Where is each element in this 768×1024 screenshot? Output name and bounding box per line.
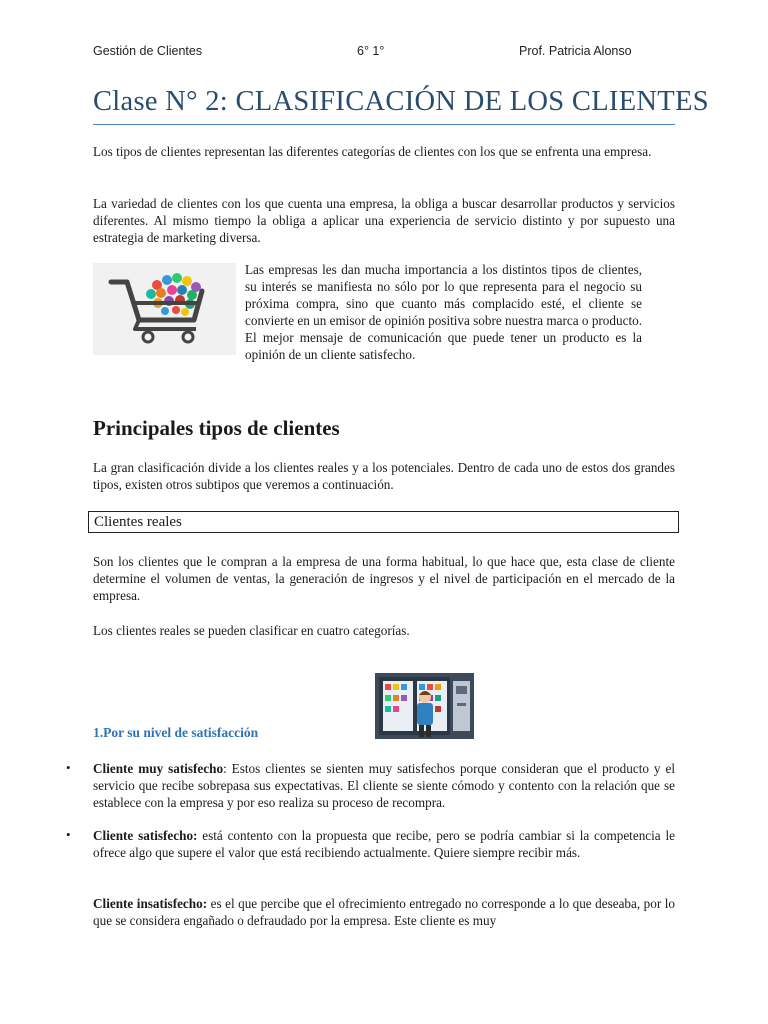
- satisfaction-heading: 1.Por su nivel de satisfacción: [93, 725, 259, 740]
- page-title: Clase N° 2: CLASIFICACIÓN DE LOS CLIENTES: [93, 86, 709, 117]
- header-grade: 6° 1°: [357, 44, 385, 58]
- intro-paragraph-1: Los tipos de clientes representan las diferentes categorías de clientes con los que se enfrenta una empresa.: [93, 144, 652, 159]
- intro-paragraph-2: La variedad de clientes con los que cuenta una empresa, la obliga a buscar desarrollar productos y servicios diferentes. Al mismo tiempo la obliga a aplicar una experiencia de servicio distinto y por supuesto una estrategia de marketing diversa.: [93, 196, 675, 245]
- term-satisfecho: Cliente satisfecho:: [93, 828, 198, 843]
- header-teacher: Prof. Patricia Alonso: [519, 44, 632, 58]
- vending-machine-illustration: [375, 673, 474, 739]
- shopping-cart-illustration: [93, 263, 236, 355]
- section-paragraph: La gran clasificación divide a los clientes reales y a los potenciales. Dentro de cada uno de estos dos grandes tipos, existen otros subtipos que veremos a continuación.: [93, 460, 675, 492]
- clientes-reales-box: [88, 511, 679, 533]
- bullet-marker: •: [66, 827, 71, 842]
- header-course: Gestión de Clientes: [93, 44, 203, 58]
- desc-satisfecho: está contento con la propuesta que recibe, pero se podría cambiar si la competencia le ofrece algo que supere el valor que está recibiendo actualmente. Quiere siempre recibir más.: [93, 828, 675, 860]
- section-heading: Principales tipos de clientes: [93, 416, 340, 440]
- term-muy-satisfecho: Cliente muy satisfecho: [93, 761, 224, 776]
- desc-muy-satisfecho: : Estos clientes se sienten muy satisfechos porque consideran que el producto y el servicio que recibe sobrepasa sus expectativas. El cliente se siente cómodo y contento con la relación que se establece con la empresa y por eso realiza su proceso de recompra.: [93, 761, 675, 810]
- intro-paragraph-3: Las empresas les dan mucha importancia a los distintos tipos de clientes, su interés se manifiesta no sólo por lo que representa para el negocio su próxima compra, sino que cuanto más complacido esté, el cliente se convierte en un emisor de opinión positiva sobre nuestra marca o producto. El mejor mensaje de comunicación que puede tener un producto es la opinión de un cliente satisfecho.: [245, 262, 642, 362]
- bullet-item-satisfecho: [93, 827, 675, 861]
- page-header: [93, 40, 675, 60]
- bullet-item-muy-satisfecho: [93, 760, 675, 811]
- desc-insatisfecho: es el que percibe que el ofrecimiento entregado no corresponde a lo que deseaba, por lo que se considera engañado o defraudado por la empresa. Este cliente es muy: [93, 896, 675, 928]
- clientes-reales-label: Clientes reales: [94, 514, 182, 530]
- reales-paragraph-2: Los clientes reales se pueden clasificar en cuatro categorías.: [93, 623, 410, 638]
- paragraph-insatisfecho: [93, 895, 675, 929]
- title-underline: [93, 124, 675, 125]
- term-insatisfecho: Cliente insatisfecho:: [93, 896, 208, 911]
- reales-paragraph-1: Son los clientes que le compran a la empresa de una forma habitual, lo que hace que, esta clase de cliente determine el volumen de ventas, la generación de ingresos y el nivel de participación en el mercado de la empresa.: [93, 554, 675, 603]
- bullet-marker: •: [66, 760, 71, 775]
